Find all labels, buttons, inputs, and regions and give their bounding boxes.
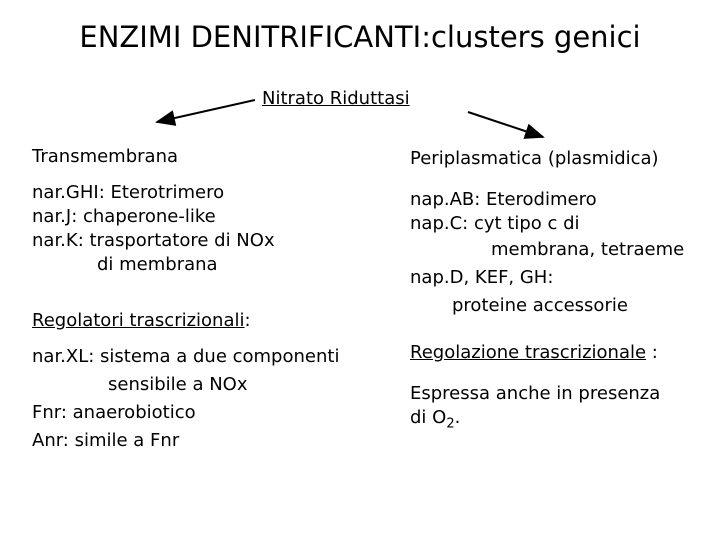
- left-regulators-label: Regolatori trascrizionali: [32, 310, 245, 331]
- right-regulation-line-2-end: .: [454, 407, 461, 428]
- left-line-4: di membrana: [97, 254, 218, 275]
- right-regulation-label: Regolazione trascrizionale: [410, 342, 647, 363]
- left-reg-line-2: sensibile a NOx: [108, 374, 248, 395]
- right-regulation-line-1: Espressa anche in presenza: [410, 383, 661, 404]
- right-regulation-line-2-sub: 2: [446, 416, 455, 432]
- left-line-2: nar.J: chaperone-like: [32, 206, 216, 227]
- left-line-1: nar.GHI: Eterotrimero: [32, 182, 225, 203]
- right-regulation-line-2-text: di O: [410, 407, 447, 428]
- left-line-3: nar.K: trasportatore di NOx: [32, 230, 275, 251]
- left-reg-line-4: Anr: simile a Fnr: [32, 430, 180, 451]
- right-heading-label: Periplasmatica: [410, 148, 543, 169]
- left-reg-line-3: Fnr: anaerobiotico: [32, 402, 196, 423]
- left-regulators-heading: [32, 309, 251, 333]
- left-regulators-colon: :: [244, 310, 251, 331]
- page-title: ENZIMI DENITRIFICANTI:clusters genici: [79, 20, 641, 54]
- right-regulation-line-2: [410, 406, 460, 437]
- arrow-left: [157, 100, 255, 122]
- right-line-1: nap.AB: Eterodimero: [410, 189, 597, 210]
- right-line-3: membrana, tetraeme: [491, 239, 685, 260]
- arrow-right: [468, 112, 543, 137]
- right-line-4: nap.D, KEF, GH:: [410, 267, 554, 288]
- right-line-5: proteine accessorie: [452, 295, 628, 316]
- right-regulation-colon: :: [646, 342, 658, 363]
- right-line-2: nap.C: cyt tipo c di: [410, 213, 580, 234]
- right-heading-note: (plasmidica): [547, 148, 659, 169]
- root-node-label: Nitrato Riduttasi: [262, 88, 410, 109]
- right-regulation-heading: [410, 341, 658, 365]
- right-heading: [410, 148, 659, 169]
- left-heading: Transmembrana: [32, 146, 179, 167]
- left-reg-line-1: nar.XL: sistema a due componenti: [32, 346, 340, 367]
